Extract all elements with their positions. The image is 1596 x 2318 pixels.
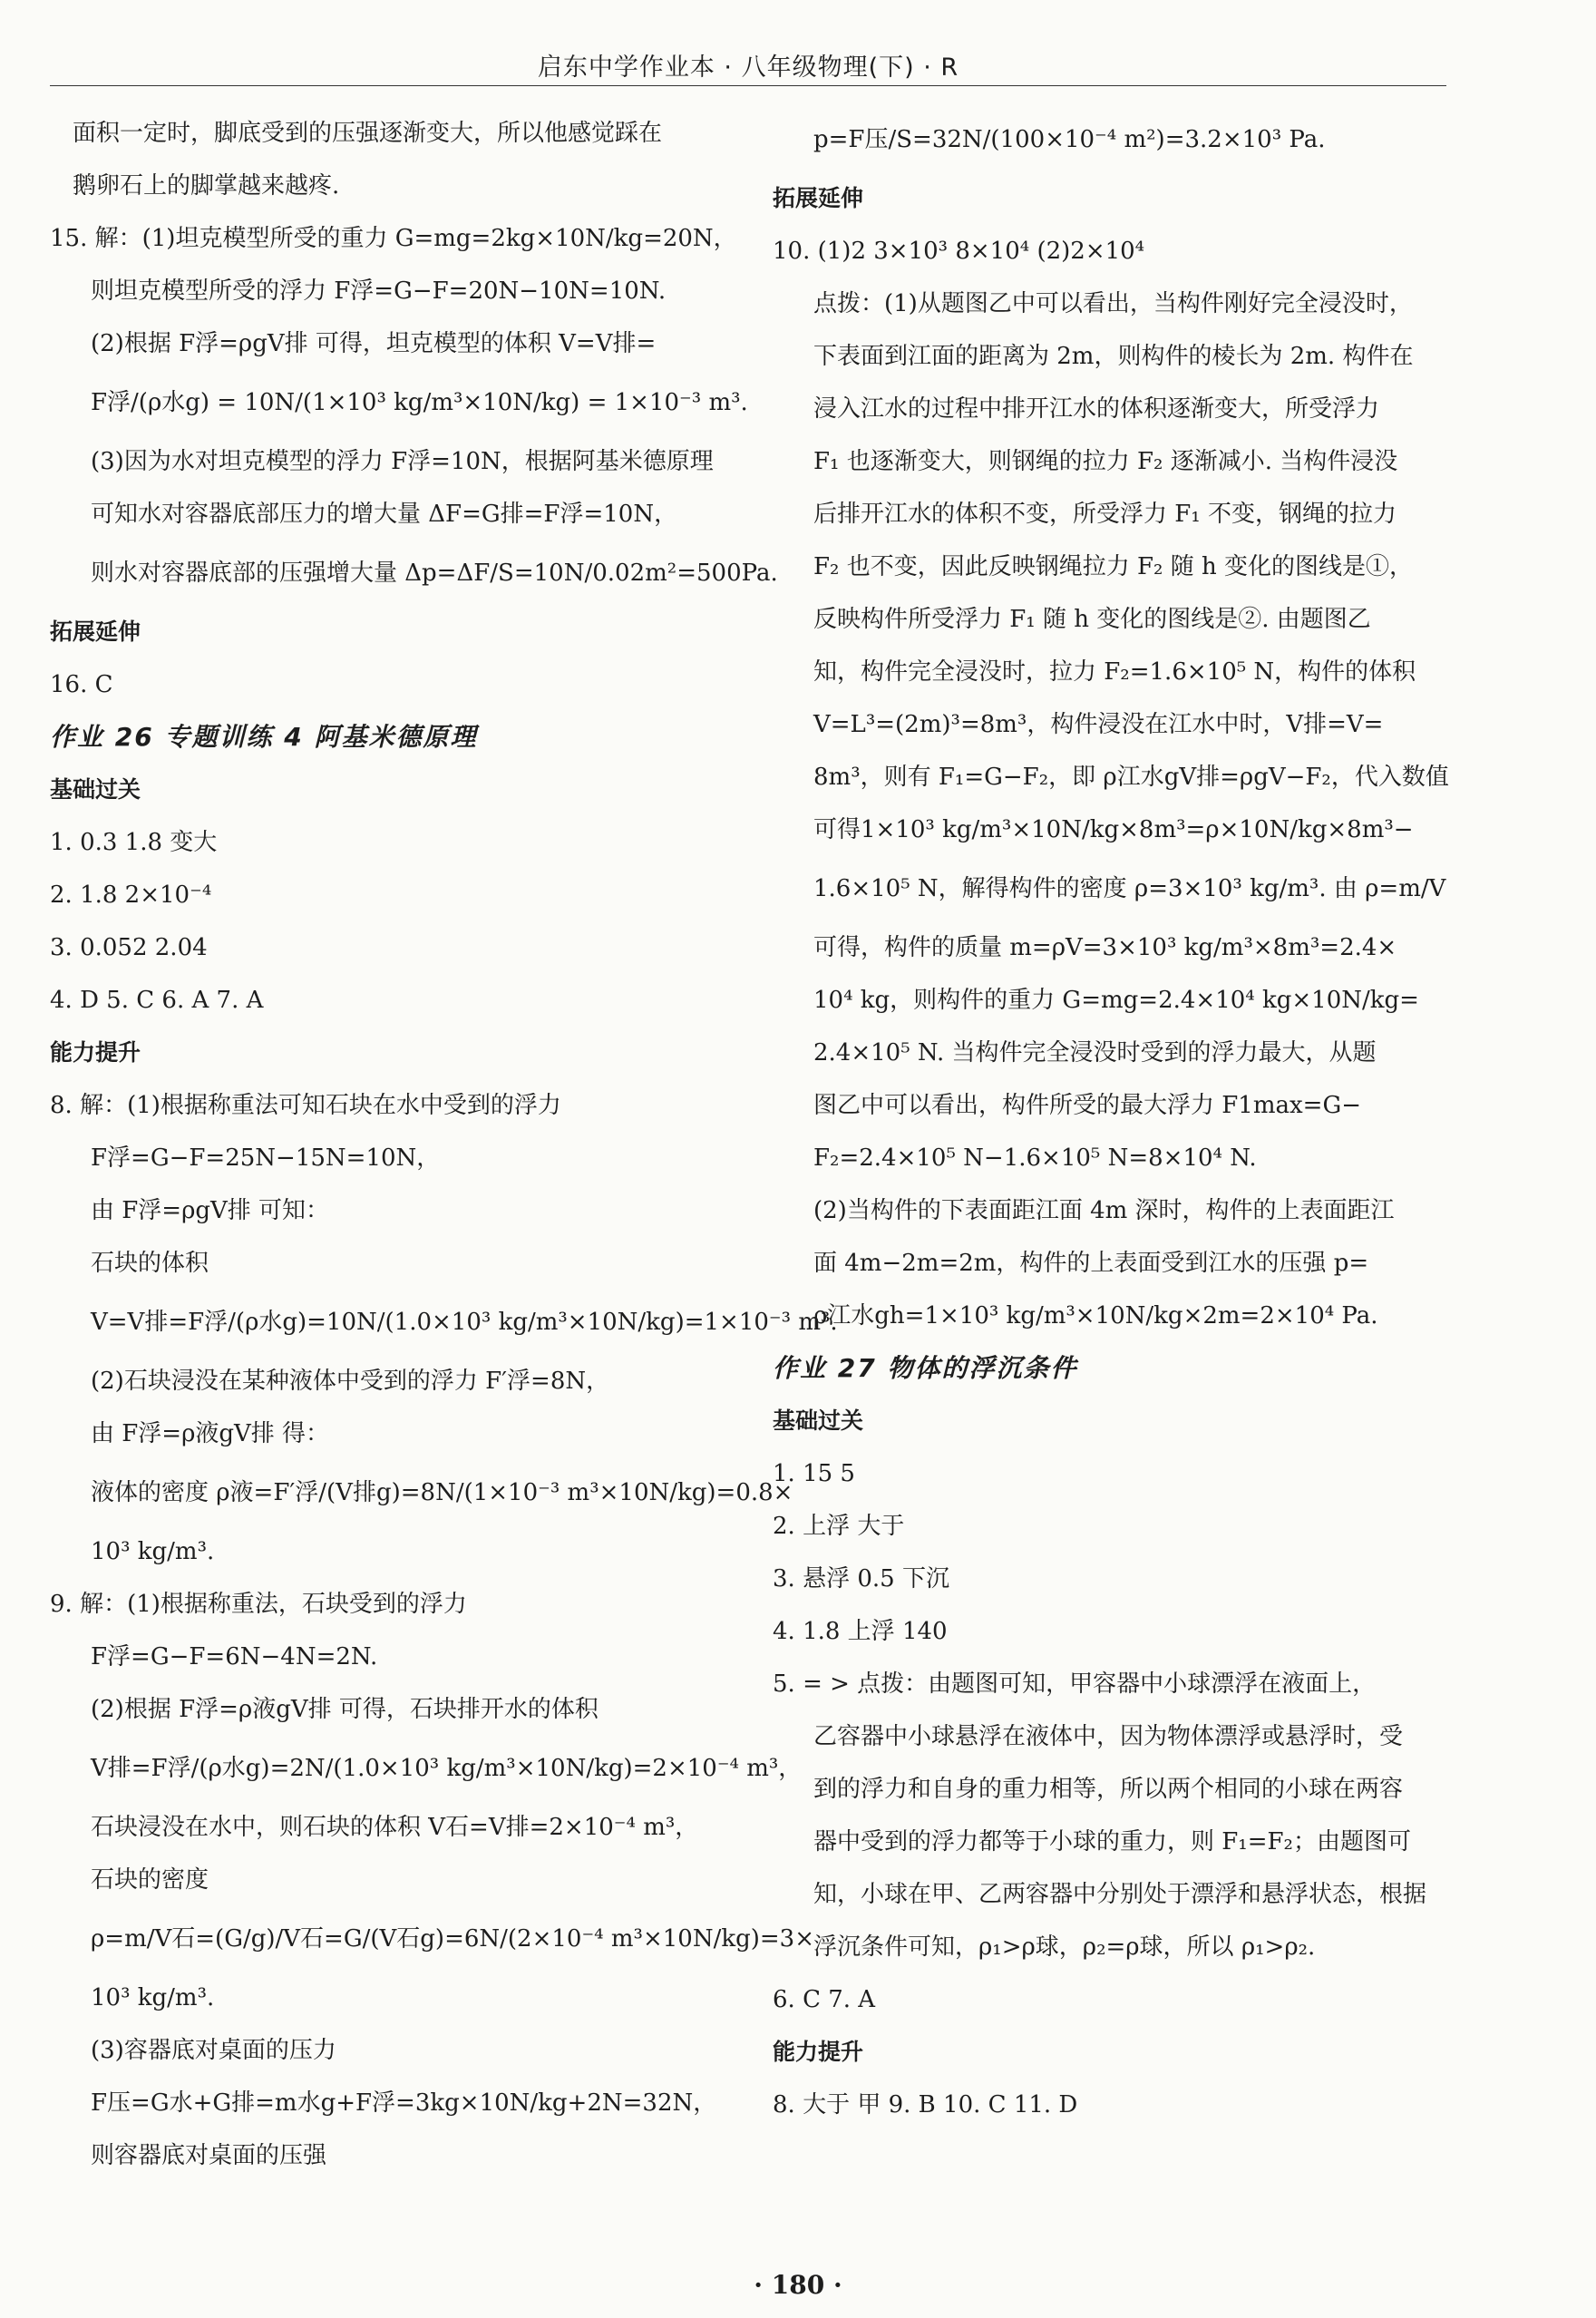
text-line: F₂ 也不变，因此反映钢绳拉力 F₂ 随 h 变化的图线是①， (813, 553, 1413, 580)
text-line: 1. 0.3 1.8 变大 (50, 829, 218, 856)
text-line: 面积一定时，脚底受到的压强逐渐变大，所以他感觉踩在 (73, 120, 663, 147)
section-heading: 能力提升 (50, 1039, 141, 1066)
assignment-heading: 作业 26 专题训练 4 阿基米德原理 (50, 722, 478, 752)
text-line: 浸入江水的过程中排开江水的体积逐渐变大，所受浮力 (813, 395, 1380, 423)
text-line: 鹅卵石上的脚掌越来越疼. (73, 172, 340, 200)
text-line: 石块浸没在水中，则石块的体积 V石=V排=2×10⁻⁴ m³， (91, 1814, 699, 1841)
text-line: 知，小球在甲、乙两容器中分别处于漂浮和悬浮状态，根据 (813, 1881, 1427, 1908)
text-line: (2)根据 F浮=ρ液gV排 可得，石块排开水的体积 (91, 1696, 598, 1723)
text-line: F₂=2.4×10⁵ N−1.6×10⁵ N=8×10⁴ N. (813, 1144, 1257, 1172)
text-line: 液体的密度 ρ液=F′浮/(V排g)=8N/(1×10⁻³ m³×10N/kg)=0.8× (91, 1479, 793, 1506)
text-line: 可得1×10³ kg/m³×10N/kg×8m³=ρ×10N/kg×8m³− (813, 816, 1414, 843)
section-heading: 拓展延伸 (773, 185, 864, 211)
text-line: 10⁴ kg，则构件的重力 G=mg=2.4×10⁴ kg×10N/kg= (813, 987, 1419, 1014)
text-line: 知，构件完全浸没时，拉力 F₂=1.6×10⁵ N，构件的体积 (813, 658, 1416, 686)
header-rule (50, 85, 1446, 86)
text-line: 石块的体积 (91, 1250, 209, 1277)
section-heading: 基础过关 (773, 1407, 864, 1434)
text-line: (2)根据 F浮=ρgV排 可得，坦克模型的体积 V=V排= (91, 330, 657, 357)
text-line: 可得，构件的质量 m=ρV=3×10³ kg/m³×8m³=2.4× (813, 934, 1397, 961)
text-line: 1.6×10⁵ N，解得构件的密度 ρ=3×10³ kg/m³. 由 ρ=m/V (813, 875, 1446, 902)
text-line: 则水对容器底部的压强增大量 Δp=ΔF/S=10N/0.02m²=500Pa. (91, 560, 778, 587)
text-line: 5. = > 点拨：由题图可知，甲容器中小球漂浮在液面上， (773, 1670, 1377, 1698)
text-line: 2. 上浮 大于 (773, 1513, 905, 1540)
text-line: 10³ kg/m³. (91, 1984, 215, 2011)
text-line: 10³ kg/m³. (91, 1538, 215, 1565)
text-line: 15. 解：(1)坦克模型所受的重力 G=mg=2kg×10N/kg=20N， (50, 225, 737, 252)
text-line: F压=G水+G排=m水g+F浮=3kg×10N/kg+2N=32N， (91, 2089, 717, 2117)
text-line: F浮/(ρ水g) = 10N/(1×10³ kg/m³×10N/kg) = 1×10⁻³ m³. (91, 389, 748, 416)
text-line: 2.4×10⁵ N. 当构件完全浸没时受到的浮力最大，从题 (813, 1039, 1377, 1066)
section-heading: 能力提升 (773, 2039, 864, 2065)
text-line: (2)当构件的下表面距江面 4m 深时，构件的上表面距江 (813, 1197, 1395, 1224)
text-line: 图乙中可以看出，构件所受的最大浮力 F1max=G− (813, 1092, 1362, 1119)
text-line: 3. 悬浮 0.5 下沉 (773, 1565, 949, 1592)
text-line: 浮沉条件可知，ρ₁>ρ球，ρ₂=ρ球，所以 ρ₁>ρ₂. (813, 1933, 1316, 1961)
running-header: 启东中学作业本 · 八年级物理(下) · R (537, 54, 959, 82)
text-line: 4. 1.8 上浮 140 (773, 1618, 948, 1645)
section-heading: 拓展延伸 (50, 618, 141, 645)
section-heading: 基础过关 (50, 776, 141, 803)
text-line: 2. 1.8 2×10⁻⁴ (50, 881, 212, 909)
text-line: 4. D 5. C 6. A 7. A (50, 987, 264, 1014)
text-line: 石块的密度 (91, 1866, 209, 1894)
text-line: V排=F浮/(ρ水g)=2N/(1.0×10³ kg/m³×10N/kg)=2×10⁻⁴ m³， (91, 1755, 803, 1782)
text-line: (3)容器底对桌面的压力 (91, 2037, 336, 2064)
text-line: 下表面到江面的距离为 2m，则构件的棱长为 2m. 构件在 (813, 343, 1414, 370)
text-line: 由 F浮=ρgV排 可知： (91, 1197, 330, 1224)
text-line: 1. 15 5 (773, 1460, 855, 1487)
text-line: 由 F浮=ρ液gV排 得： (91, 1420, 330, 1447)
page-number: · 180 · (754, 2270, 842, 2300)
text-line: 9. 解：(1)根据称重法，石块受到的浮力 (50, 1591, 467, 1618)
text-line: (3)因为水对坦克模型的浮力 F浮=10N，根据阿基米德原理 (91, 448, 714, 475)
text-line: 8. 大于 甲 9. B 10. C 11. D (773, 2091, 1078, 2118)
text-line: 反映构件所受浮力 F₁ 随 h 变化的图线是②. 由题图乙 (813, 606, 1371, 633)
text-line: 点拨：(1)从题图乙中可以看出，当构件刚好完全浸没时， (813, 290, 1413, 317)
text-line: ρ=m/V石=(G/g)/V石=G/(V石g)=6N/(2×10⁻⁴ m³×10N/kg)=3× (91, 1925, 814, 1953)
text-line: 乙容器中小球悬浮在液体中，因为物体漂浮或悬浮时，受 (813, 1723, 1404, 1750)
text-line: F浮=G−F=6N−4N=2N. (91, 1643, 378, 1670)
text-line: 8m³，则有 F₁=G−F₂，即 ρ江水gV排=ρgV−F₂，代入数值 (813, 764, 1449, 791)
text-line: ρ江水gh=1×10³ kg/m³×10N/kg×2m=2×10⁴ Pa. (813, 1302, 1378, 1329)
text-line: p=F压/S=32N/(100×10⁻⁴ m²)=3.2×10³ Pa. (813, 126, 1326, 153)
right-column (773, 107, 1448, 2131)
text-line: 器中受到的浮力都等于小球的重力，则 F₁=F₂；由题图可 (813, 1828, 1411, 1855)
text-line: V=L³=(2m)³=8m³，构件浸没在江水中时，V排=V= (813, 711, 1384, 738)
text-line: 8. 解：(1)根据称重法可知石块在水中受到的浮力 (50, 1092, 561, 1119)
text-line: 后排开江水的体积不变，所受浮力 F₁ 不变，钢绳的拉力 (813, 501, 1396, 528)
assignment-heading: 作业 27 物体的浮沉条件 (773, 1353, 1078, 1383)
text-line: F浮=G−F=25N−15N=10N， (91, 1144, 441, 1172)
text-line: (2)石块浸没在某种液体中受到的浮力 F′浮=8N， (91, 1368, 610, 1395)
text-line: V=V排=F浮/(ρ水g)=10N/(1.0×10³ kg/m³×10N/kg)=1×10⁻³ m³. (91, 1309, 838, 1336)
text-line: 则容器底对桌面的压强 (91, 2142, 327, 2169)
text-line: 则坦克模型所受的浮力 F浮=G−F=20N−10N=10N. (91, 278, 667, 305)
text-line: 16. C (50, 671, 113, 698)
text-line: 10. (1)2 3×10³ 8×10⁴ (2)2×10⁴ (773, 238, 1145, 265)
text-line: 6. C 7. A (773, 1986, 876, 2013)
text-line: 到的浮力和自身的重力相等，所以两个相同的小球在两容 (813, 1776, 1404, 1803)
text-line: 面 4m−2m=2m，构件的上表面受到江水的压强 p= (813, 1250, 1369, 1277)
text-line: 3. 0.052 2.04 (50, 934, 208, 961)
text-line: F₁ 也逐渐变大，则钢绳的拉力 F₂ 逐渐减小. 当构件浸没 (813, 448, 1398, 475)
text-line: 可知水对容器底部压力的增大量 ΔF=G排=F浮=10N， (91, 501, 678, 528)
